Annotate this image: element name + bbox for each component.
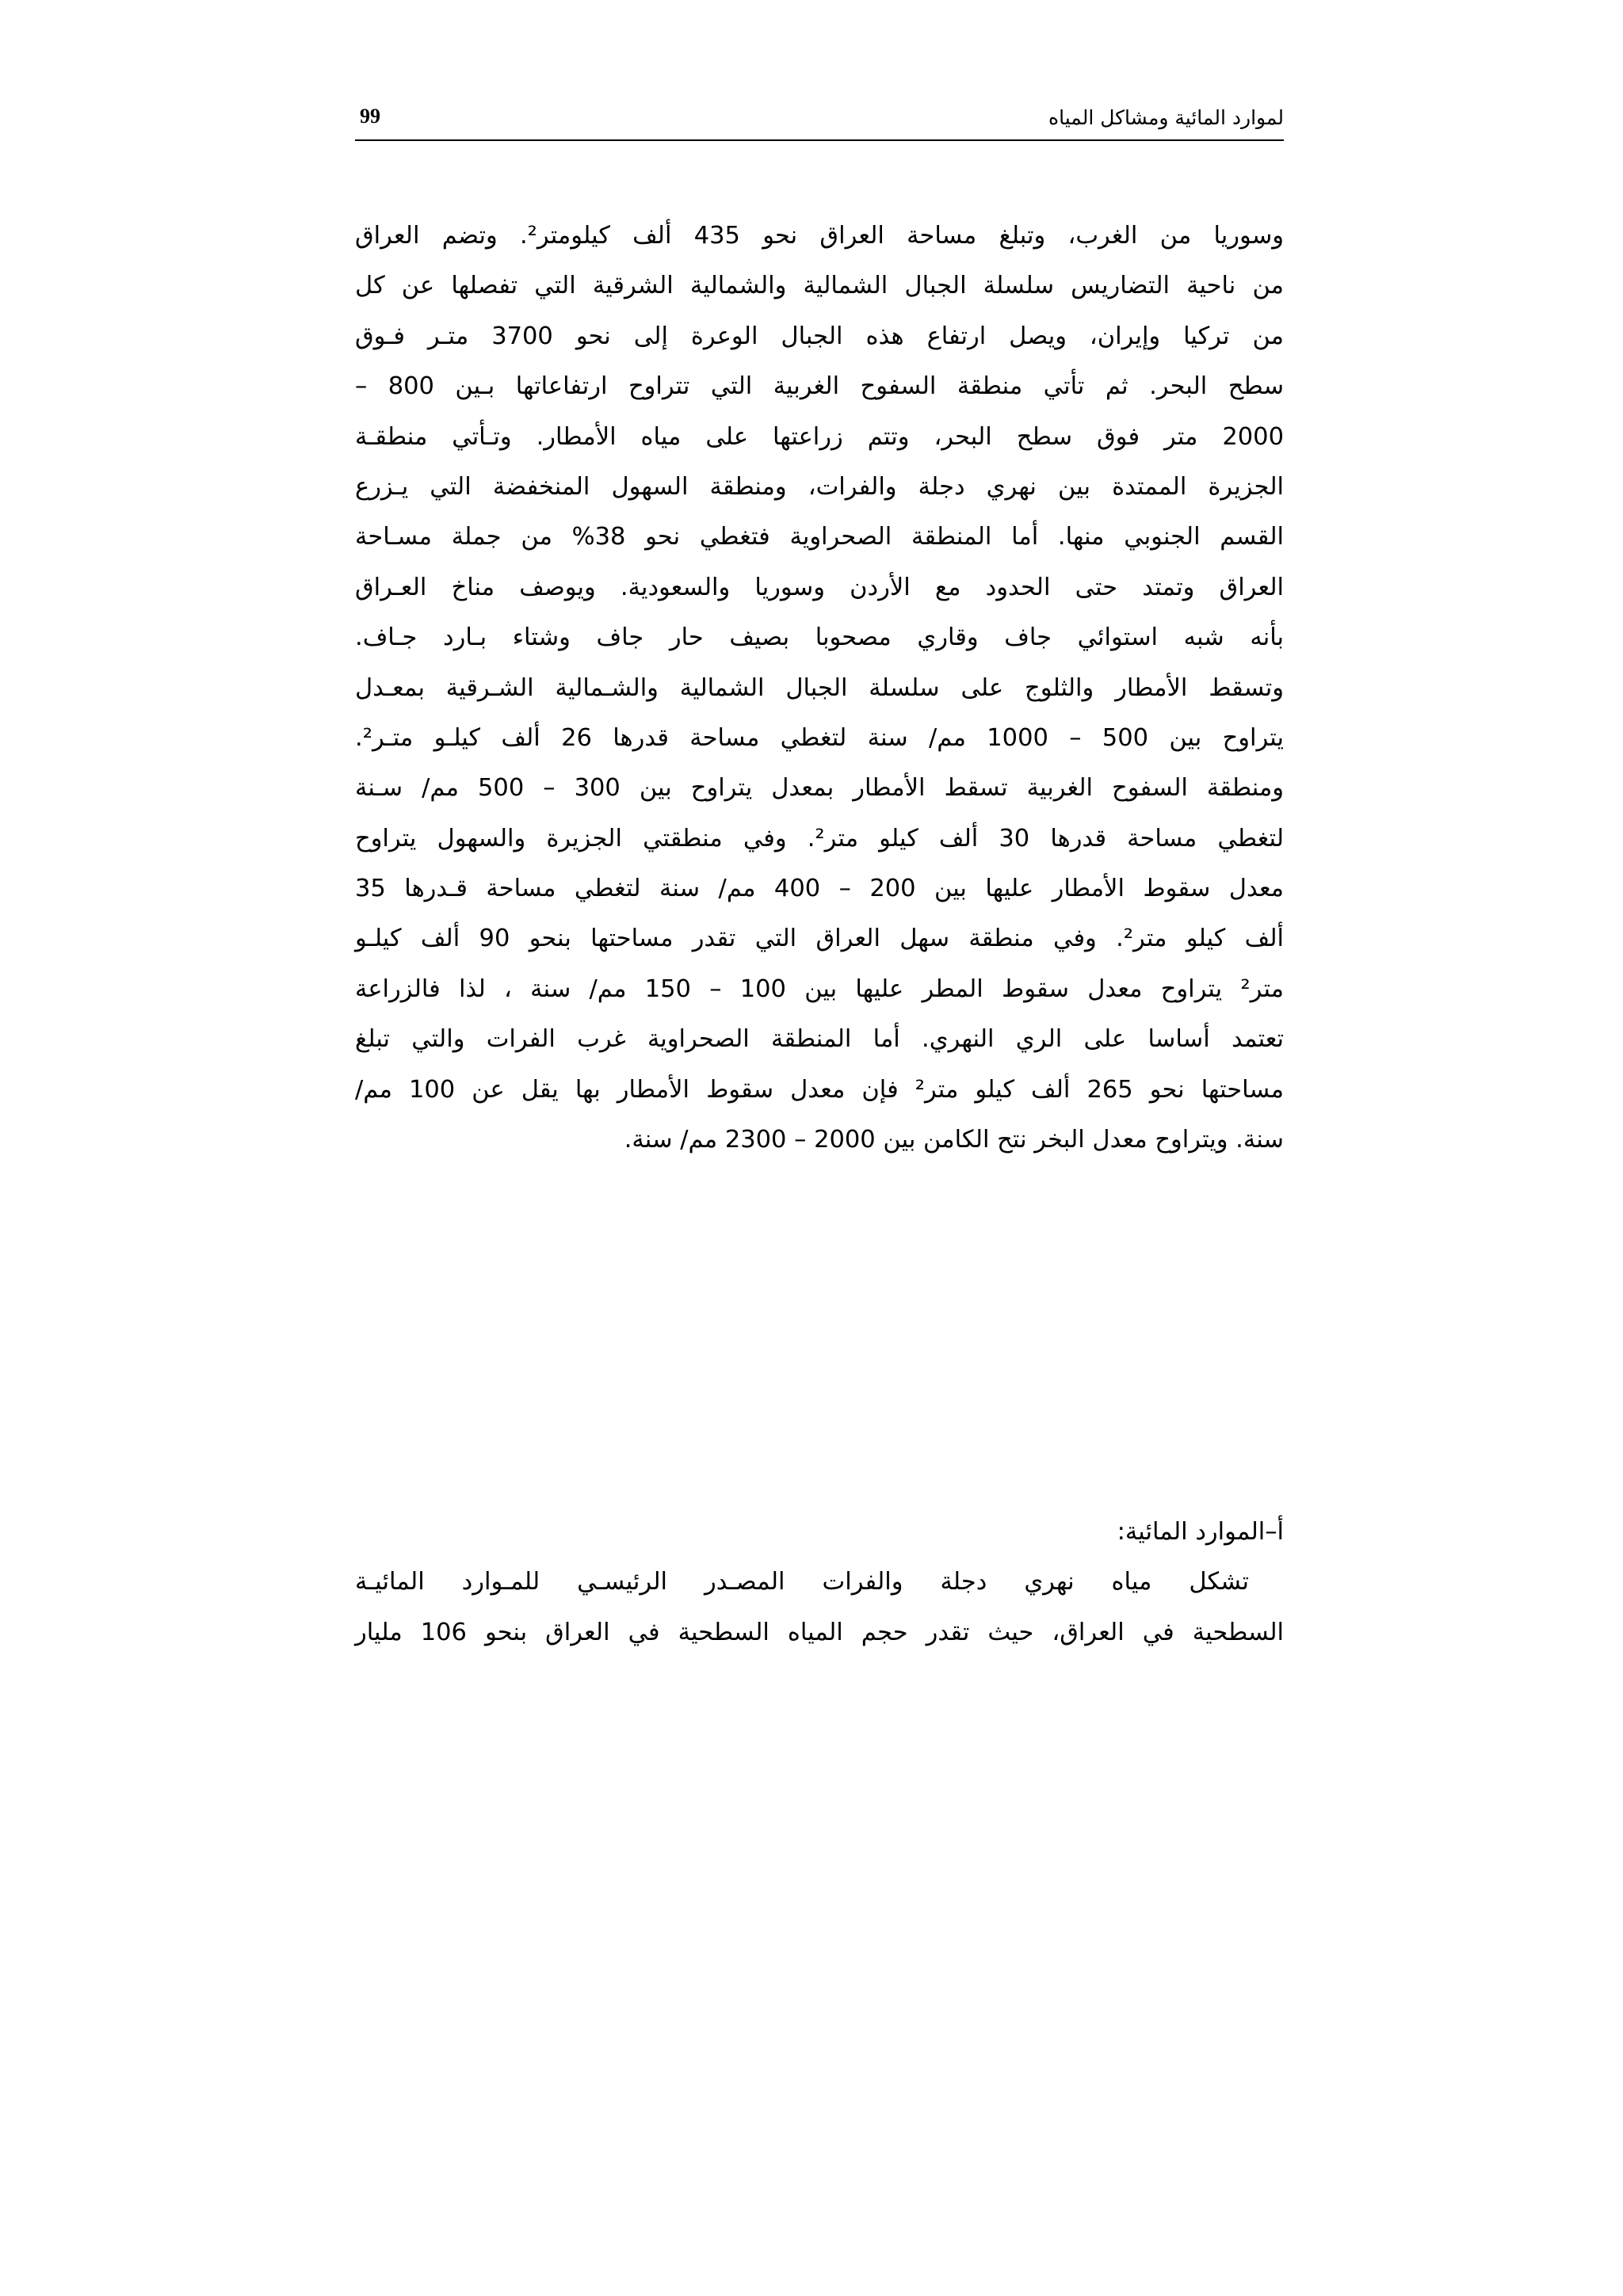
page-header bbox=[355, 103, 1284, 141]
text-line: السطحية في العراق، حيث تقدر حجم المياه السطحية في العراق بنحو 106 مليار bbox=[355, 1618, 1284, 1646]
text-line: وسوريا من الغرب، وتبلغ مساحة العراق نحو 435 ألف كيلومتر². وتضم العراق bbox=[355, 222, 1285, 250]
section-heading: أ–الموارد المائية: bbox=[1117, 1518, 1284, 1546]
running-title: لموارد المائية ومشاكل المياه bbox=[1048, 106, 1284, 129]
text-line: تعتمد أساسا على الري النهري. أما المنطقة الصحراوية غرب الفرات والتي تبلغ bbox=[355, 1025, 1284, 1054]
text-line: سطح البحر. ثم تأتي منطقة السفوح الغربية التي تتراوح ارتفاعاتها بـين 800 – bbox=[355, 372, 1284, 401]
text-line: 2000 متر فوق سطح البحر، وتتم زراعتها على مياه الأمطار. وتـأتي منطقـة bbox=[355, 422, 1284, 451]
text-line: لتغطي مساحة قدرها 30 ألف كيلو متر². وفي منطقتي الجزيرة والسهول يتراوح bbox=[355, 824, 1285, 852]
text-line: معدل سقوط الأمطار عليها بين 200 – 400 مم/ سنة لتغطي مساحة قـدرها 35 bbox=[355, 875, 1284, 903]
text-line: ومنطقة السفوح الغربية تسقط الأمطار بمعدل يتراوح بين 300 – 500 مم/ سـنة bbox=[355, 774, 1284, 803]
text-line: القسم الجنوبي منها. أما المنطقة الصحراوية فتغطي نحو 38% من جملة مسـاحة bbox=[355, 523, 1284, 551]
text-line: تشكل مياه نهري دجلة والفرات المصـدر الرئيسـي للمـوارد المائيـة bbox=[355, 1568, 1249, 1596]
text-line: متر² يتراوح معدل سقوط المطر عليها بين 100 – 150 مم/ سنة ، لذا فالزراعة bbox=[355, 974, 1284, 1003]
text-line: مساحتها نحو 265 ألف كيلو متر² فإن معدل سقوط الأمطار بها يقل عن 100 مم/ bbox=[355, 1075, 1284, 1104]
text-line: يتراوح بين 500 – 1000 مم/ سنة لتغطي مساحة قدرها 26 ألف كيلـو متـر². bbox=[355, 723, 1284, 752]
text-line: من تركيا وإيران، ويصل ارتفاع هذه الجبال الوعرة إلى نحو 3700 متـر فـوق bbox=[355, 322, 1284, 350]
text-line: ألف كيلو متر². وفي منطقة سهل العراق التي تقدر مساحتها بنحو 90 ألف كيلـو bbox=[355, 925, 1284, 953]
text-line: من ناحية التضاريس سلسلة الجبال الشمالية والشمالية الشرقية التي تفصلها عن كل bbox=[355, 272, 1284, 300]
text-line: بأنه شبه استوائي جاف وقاري مصحوبا بصيف حار جاف وشتاء بـارد جـاف. bbox=[355, 624, 1284, 652]
paragraph-climate-geography bbox=[355, 211, 1284, 1165]
text-line: وتسقط الأمطار والثلوج على سلسلة الجبال الشمالية والشـمالية الشـرقية بمعـدل bbox=[355, 673, 1284, 702]
text-line: العراق وتمتد حتى الحدود مع الأردن وسوريا والسعودية. ويوصف مناخ العـراق bbox=[355, 573, 1284, 601]
page-number: 99 bbox=[360, 105, 380, 128]
text-line-last: سنة. ويتراوح معدل البخر نتح الكامن بين 2000 – 2300 مم/ سنة. bbox=[624, 1126, 1284, 1154]
section-water-resources bbox=[355, 1507, 1284, 1657]
text-line: الجزيرة الممتدة بين نهري دجلة والفرات، ومنطقة السهول المنخفضة التي يـزرع bbox=[355, 472, 1284, 501]
